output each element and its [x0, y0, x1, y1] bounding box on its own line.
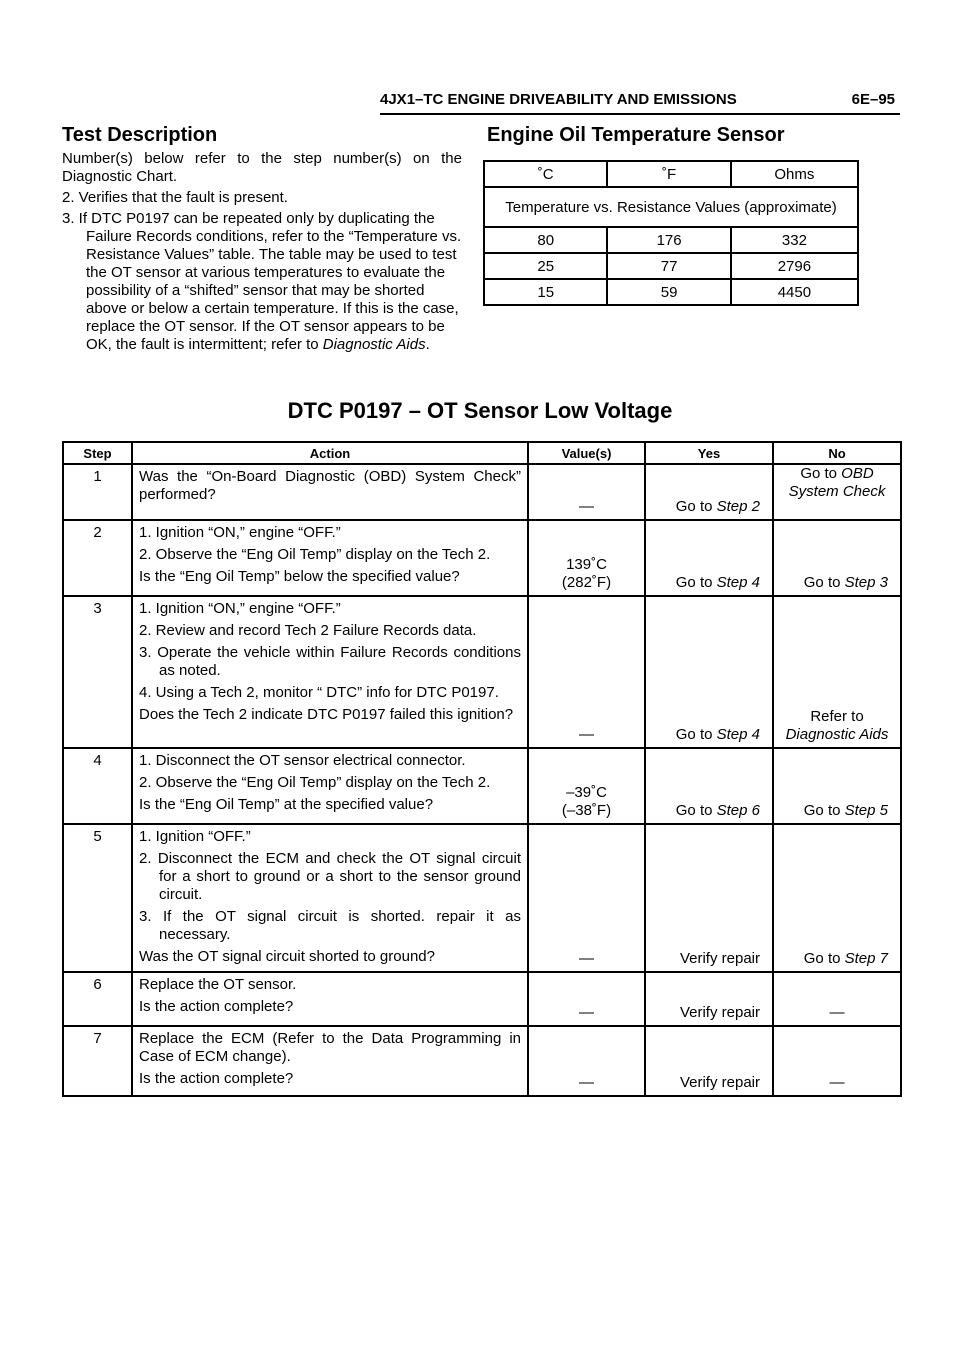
action-line: 1. Ignition “OFF.” [139, 828, 251, 845]
yes-reference: Step 6 [716, 802, 760, 819]
column-celsius: ˚C [484, 161, 607, 187]
table-row [63, 596, 901, 748]
ot-sensor-title: Engine Oil Temperature Sensor [487, 124, 785, 146]
table-row [63, 520, 901, 596]
goto-label: Go to [675, 498, 713, 515]
step-action [132, 596, 528, 748]
value-celsius: –39˚C [566, 784, 607, 801]
step-no [773, 464, 901, 520]
cell-fahrenheit: 77 [607, 253, 730, 279]
no-reference: Step 5 [844, 802, 888, 819]
action-question: Is the action complete? [139, 998, 294, 1015]
action-line: 1. Ignition “ON,” engine “OFF.” [139, 524, 341, 541]
table-row [484, 253, 858, 279]
table-row [63, 748, 901, 824]
cell-ohms: 332 [731, 227, 858, 253]
goto-label: Go to [803, 574, 841, 591]
refer-to-label: Refer to [810, 708, 864, 725]
action-question: Is the “Eng Oil Temp” at the specified value? [139, 796, 434, 813]
step-no [773, 748, 901, 824]
goto-label: Go to [675, 802, 713, 819]
step-value: — [528, 596, 645, 748]
table-row [63, 464, 901, 520]
step-action [132, 520, 528, 596]
test-description-title: Test Description [62, 124, 218, 146]
step-action [132, 464, 528, 520]
step-number: 5 [63, 824, 132, 972]
step-number: 4 [63, 748, 132, 824]
action-line: 2. Observe the “Eng Oil Temp” display on the Tech 2. [139, 546, 491, 563]
step-no [773, 824, 901, 972]
header-title: 4JX1–TC ENGINE DRIVEABILITY AND EMISSIONS [380, 91, 737, 108]
action-line: 1. Ignition “ON,” engine “OFF.” [139, 600, 341, 617]
step-yes [645, 520, 773, 596]
dtc-header-row [63, 442, 901, 464]
action-line: Replace the ECM (Refer to the Data Programming in Case of ECM change). [139, 1030, 521, 1065]
step-action [132, 748, 528, 824]
value-celsius: 139˚C [566, 556, 607, 573]
step-number: 3 [63, 596, 132, 748]
step-number: 2 [63, 520, 132, 596]
table-subtitle-row [484, 187, 858, 227]
header-yes: Yes [645, 442, 773, 464]
item-3-text: 3. If DTC P0197 can be repeated only by duplicating the Failure Records conditions, refer to the “Temperature vs. Resistance Values” table. The table may be used to test the OT sensor at various temperatures to evaluate the possibility of a “shifted” sensor that may be shorted above or below a certain temperature. If this is the case, replace the OT sensor. If the OT sensor appears to be OK, the fault is intermittent; refer to [62, 210, 462, 353]
no-reference: OBD System Check [788, 465, 886, 500]
action-line: 4. Using a Tech 2, monitor “ DTC” info for DTC P0197. [139, 684, 499, 701]
step-value [528, 748, 645, 824]
table-row [63, 824, 901, 972]
header-action: Action [132, 442, 528, 464]
yes-reference: Step 4 [716, 726, 760, 743]
cell-celsius: 15 [484, 279, 607, 305]
value-fahrenheit: (–38˚F) [561, 802, 612, 819]
step-yes: Verify repair [645, 972, 773, 1026]
yes-reference: Step 4 [716, 574, 760, 591]
dtc-title: DTC P0197 – OT Sensor Low Voltage [287, 398, 673, 423]
step-yes [645, 464, 773, 520]
no-reference: Step 7 [844, 950, 888, 967]
step-no [773, 596, 901, 748]
step-value: — [528, 464, 645, 520]
goto-label: Go to [803, 802, 841, 819]
value-fahrenheit: (282˚F) [561, 574, 612, 591]
table-subtitle: Temperature vs. Resistance Values (approximate) [484, 187, 858, 227]
action-question: Is the “Eng Oil Temp” below the specified value? [139, 568, 460, 585]
action-line: Was the “On-Board Diagnostic (OBD) System Check” performed? [139, 468, 521, 503]
table-row [484, 279, 858, 305]
yes-reference: Step 2 [716, 498, 760, 515]
step-number: 6 [63, 972, 132, 1026]
action-line: 3. If the OT signal circuit is shorted. repair it as necessary. [139, 908, 521, 943]
column-ohms: Ohms [731, 161, 858, 187]
action-line: 2. Disconnect the ECM and check the OT signal circuit for a short to ground or a short to the sensor ground circuit. [139, 850, 521, 903]
cell-fahrenheit: 176 [607, 227, 730, 253]
item-3-end: . [425, 336, 430, 353]
goto-label: Go to [675, 726, 713, 743]
no-reference: Diagnostic Aids [785, 726, 889, 743]
table-header-row [484, 161, 858, 187]
goto-label: Go to [675, 574, 713, 591]
no-reference: Step 3 [844, 574, 888, 591]
step-yes [645, 748, 773, 824]
test-description-intro: Number(s) below refer to the step number(s) on the Diagnostic Chart. [62, 150, 462, 185]
step-value: — [528, 824, 645, 972]
step-value [528, 520, 645, 596]
action-line: 2. Review and record Tech 2 Failure Records data. [139, 622, 477, 639]
diagnostic-aids-reference: Diagnostic Aids [322, 336, 426, 353]
header-step: Step [63, 442, 132, 464]
cell-celsius: 80 [484, 227, 607, 253]
table-row [484, 227, 858, 253]
step-no: — [773, 972, 901, 1026]
step-no [773, 520, 901, 596]
table-row [63, 1026, 901, 1096]
table-row [63, 972, 901, 1026]
cell-fahrenheit: 59 [607, 279, 730, 305]
cell-ohms: 2796 [731, 253, 858, 279]
step-action [132, 824, 528, 972]
step-value: — [528, 1026, 645, 1096]
page-header [380, 88, 900, 114]
step-action [132, 1026, 528, 1096]
action-line: Replace the OT sensor. [139, 976, 297, 993]
page-number: 6E–95 [851, 91, 895, 108]
action-question: Does the Tech 2 indicate DTC P0197 failed this ignition? [139, 706, 514, 723]
cell-celsius: 25 [484, 253, 607, 279]
step-no: — [773, 1026, 901, 1096]
header-values: Value(s) [528, 442, 645, 464]
action-line: 3. Operate the vehicle within Failure Records conditions as noted. [139, 644, 521, 679]
test-description [62, 150, 462, 357]
step-number: 7 [63, 1026, 132, 1096]
action-line: 2. Observe the “Eng Oil Temp” display on the Tech 2. [139, 774, 491, 791]
action-question: Was the OT signal circuit shorted to ground? [139, 948, 435, 965]
step-number: 1 [63, 464, 132, 520]
step-yes: Verify repair [645, 824, 773, 972]
header-no: No [773, 442, 901, 464]
column-fahrenheit: ˚F [607, 161, 730, 187]
cell-ohms: 4450 [731, 279, 858, 305]
step-value: — [528, 972, 645, 1026]
step-yes: Verify repair [645, 1026, 773, 1096]
step-yes [645, 596, 773, 748]
test-description-item-2: 2. Verifies that the fault is present. [62, 189, 288, 206]
action-line: 1. Disconnect the OT sensor electrical connector. [139, 752, 466, 769]
goto-label: Go to [800, 465, 837, 482]
step-action [132, 972, 528, 1026]
test-description-item-3 [62, 210, 462, 354]
temperature-resistance-table [483, 160, 859, 306]
header-rule [380, 113, 900, 115]
dtc-diagnostic-table [62, 441, 902, 1097]
goto-label: Go to [803, 950, 841, 967]
action-question: Is the action complete? [139, 1070, 294, 1087]
